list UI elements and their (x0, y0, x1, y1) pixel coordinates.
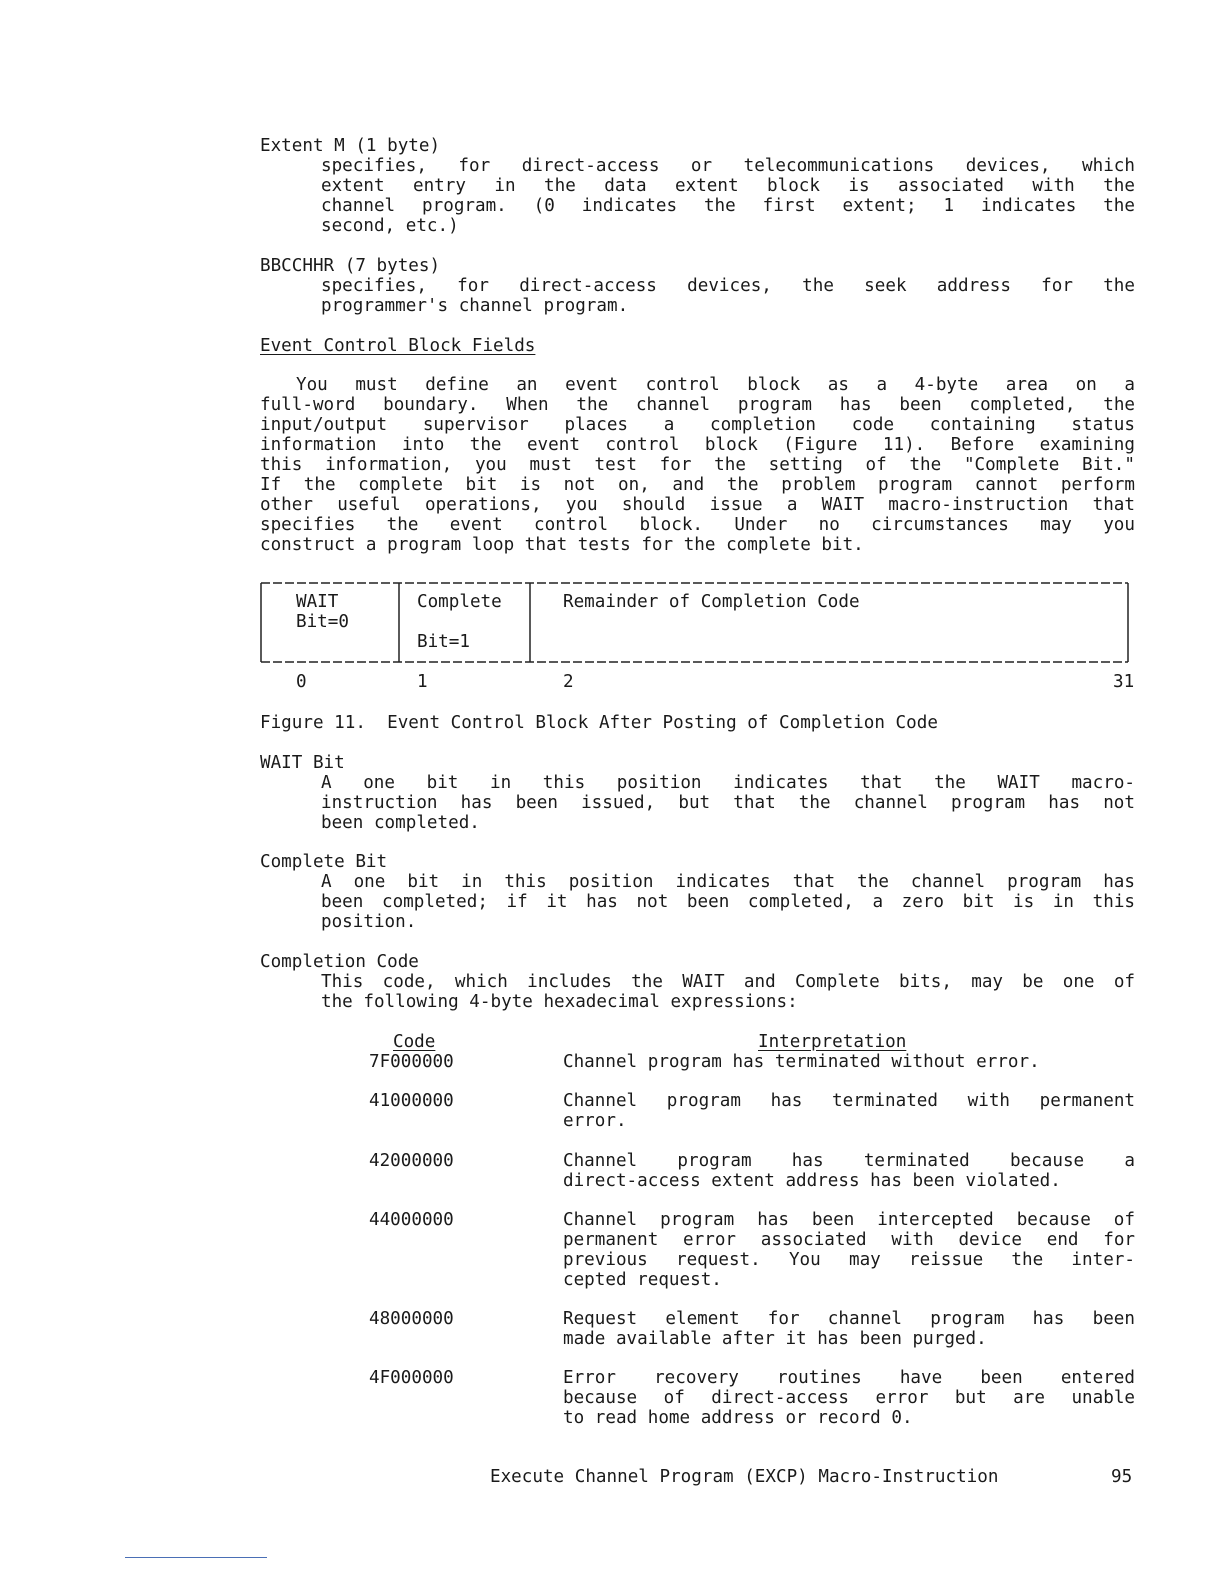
bit-number: 1 (417, 672, 428, 692)
paragraph-line: specifies the event control block. Under no circumstances may you (260, 515, 1135, 535)
definition-line: A one bit in this position indicates that the channel program has (321, 872, 1135, 892)
interpretation-line: Channel program has terminated without error. (563, 1052, 1040, 1072)
completion-code-value: 7F000000 (369, 1052, 454, 1072)
interpretation-line: Request element for channel program has been (563, 1309, 1135, 1329)
page-number: 95 (1111, 1467, 1133, 1487)
paragraph-line: construct a program loop that tests for the complete bit. (260, 535, 864, 555)
interpretation-column-header: Interpretation (758, 1032, 907, 1052)
definition-line: the following 4-byte hexadecimal expressions: (321, 992, 798, 1012)
interpretation-line: Channel program has been intercepted because of (563, 1210, 1135, 1230)
paragraph-line: If the complete bit is not on, and the problem program cannot perform (260, 475, 1135, 495)
wait-bit-cell-value: Bit=0 (296, 612, 349, 632)
definition-line: position. (321, 912, 417, 932)
bit-number: 31 (1113, 672, 1135, 692)
interpretation-line: cepted request. (563, 1270, 722, 1290)
paragraph-line: input/output supervisor places a completion code containing status (260, 415, 1135, 435)
completion-code-value: 48000000 (369, 1309, 454, 1329)
definition-line: been completed. (321, 813, 480, 833)
definition-line: been completed; if it has not been completed, a zero bit is in this (321, 892, 1135, 912)
interpretation-line: Channel program has terminated with permanent (563, 1091, 1135, 1111)
paragraph-line: other useful operations, you should issue a WAIT macro-instruction that (260, 495, 1135, 515)
bit-number: 2 (563, 672, 574, 692)
field-desc-line: specifies, for direct-access devices, the seek address for the (321, 276, 1135, 296)
bit-number: 0 (296, 672, 307, 692)
paragraph-line: You must define an event control block as a 4-byte area on a (296, 375, 1135, 395)
completion-code-value: 44000000 (369, 1210, 454, 1230)
interpretation-line: direct-access extent address has been violated. (563, 1171, 1061, 1191)
footer-rule (125, 1557, 267, 1558)
interpretation-line: previous request. You may reissue the inter- (563, 1250, 1135, 1270)
paragraph-line: full-word boundary. When the channel program has been completed, the (260, 395, 1135, 415)
field-desc-line: channel program. (0 indicates the first extent; 1 indicates the (321, 196, 1135, 216)
wait-bit-cell-label: WAIT (296, 592, 339, 612)
section-heading: Event Control Block Fields (260, 336, 536, 356)
interpretation-line: because of direct-access error but are unable (563, 1388, 1135, 1408)
figure-caption: Figure 11. Event Control Block After Posting of Completion Code (260, 713, 938, 733)
field-desc-line: programmer's channel program. (321, 296, 629, 316)
completion-code-value: 41000000 (369, 1091, 454, 1111)
interpretation-line: Error recovery routines have been entered (563, 1368, 1135, 1388)
interpretation-line: made available after it has been purged. (563, 1329, 987, 1349)
interpretation-line: Channel program has terminated because a (563, 1151, 1135, 1171)
interpretation-line: permanent error associated with device end for (563, 1230, 1135, 1250)
definition-line: instruction has been issued, but that the channel program has not (321, 793, 1135, 813)
completion-code-value: 42000000 (369, 1151, 454, 1171)
interpretation-line: error. (563, 1111, 627, 1131)
definition-line: This code, which includes the WAIT and Complete bits, may be one of (321, 972, 1135, 992)
definition-term-wait-bit: WAIT Bit (260, 753, 345, 773)
definition-line: A one bit in this position indicates that the WAIT macro- (321, 773, 1135, 793)
paragraph-line: information into the event control block (Figure 11). Before examining (260, 435, 1135, 455)
complete-bit-cell-label: Complete (417, 592, 502, 612)
interpretation-line: to read home address or record 0. (563, 1408, 913, 1428)
definition-term-completion-code: Completion Code (260, 952, 419, 972)
page-footer-title: Execute Channel Program (EXCP) Macro-Instruction (490, 1467, 999, 1487)
field-desc-line: second, etc.) (321, 216, 459, 236)
paragraph-line: this information, you must test for the setting of the "Complete Bit." (260, 455, 1135, 475)
field-desc-line: extent entry in the data extent block is associated with the (321, 176, 1135, 196)
field-desc-line: specifies, for direct-access or telecommunications devices, which (321, 156, 1135, 176)
complete-bit-cell-value: Bit=1 (417, 632, 470, 652)
completion-code-value: 4F000000 (369, 1368, 454, 1388)
completion-code-cell-label: Remainder of Completion Code (563, 592, 860, 612)
event-control-block-diagram (260, 582, 1130, 664)
field-term-bbcchhr: BBCCHHR (7 bytes) (260, 256, 441, 276)
definition-term-complete-bit: Complete Bit (260, 852, 388, 872)
field-term-extent-m: Extent M (1 byte) (260, 136, 441, 156)
code-column-header: Code (393, 1032, 436, 1052)
